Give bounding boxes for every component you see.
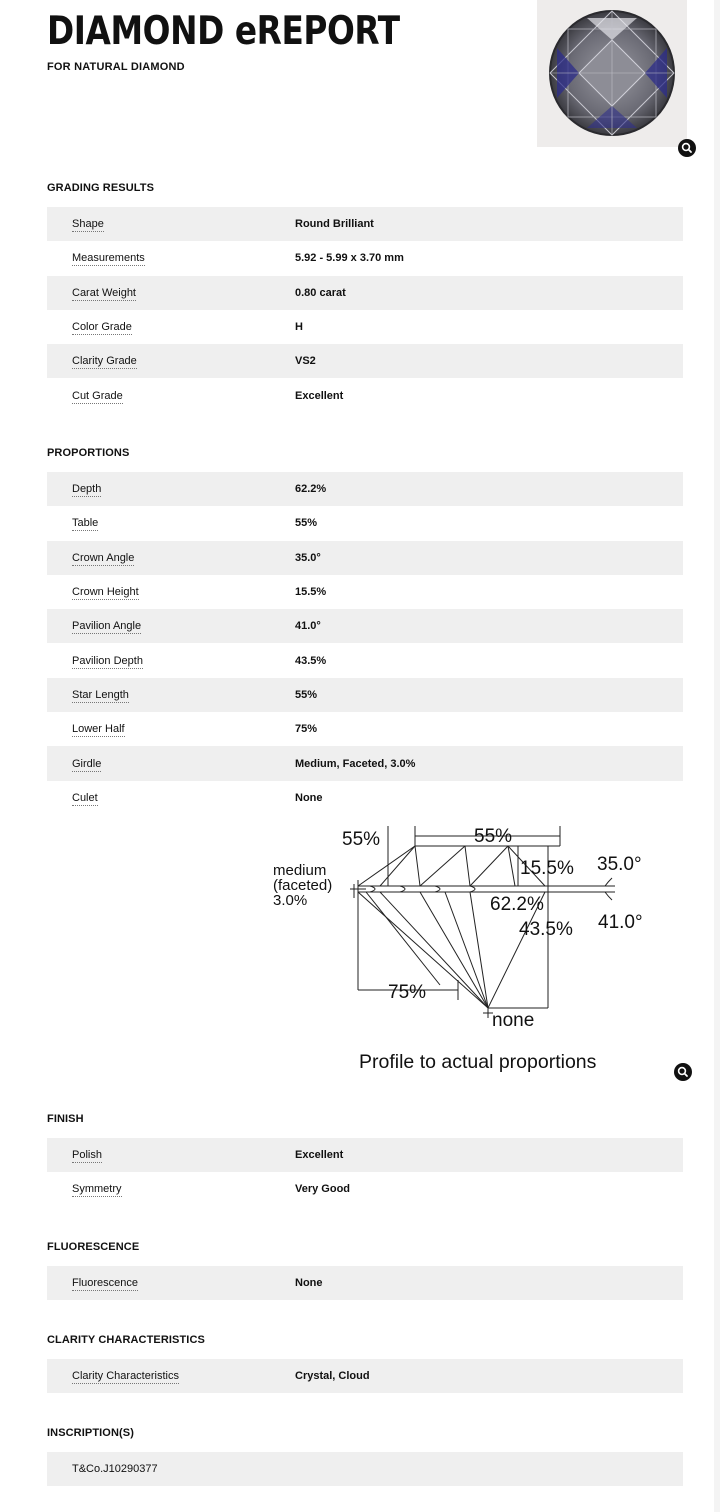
table-row — [47, 506, 683, 540]
row-label[interactable]: Table — [72, 517, 99, 530]
diagram-depth-label: 62.2% — [490, 894, 544, 915]
diagram-caption: Profile to actual proportions — [359, 1051, 597, 1073]
diagram-girdle-label-1: medium — [273, 862, 327, 879]
row-value: 55% — [295, 517, 318, 530]
table-row — [47, 207, 683, 241]
table-row — [47, 609, 683, 643]
diagram-girdle-label-3: 3.0% — [273, 892, 308, 909]
diagram-lower-half-label: 75% — [388, 982, 427, 1003]
clarity-characteristics-section — [47, 1330, 683, 1393]
diamond-profile-diagram — [270, 820, 660, 1080]
row-label[interactable]: Crown Height — [72, 586, 139, 599]
table-row — [47, 378, 683, 412]
report-title: DIAMOND eREPORT — [47, 9, 400, 54]
row-label[interactable]: Girdle — [72, 757, 102, 770]
row-label[interactable]: Color Grade — [72, 321, 132, 334]
zoom-diagram-button[interactable] — [674, 1063, 692, 1081]
diagram-crown-height-label: 15.5% — [520, 858, 574, 879]
diagram-culet-label: none — [492, 1010, 535, 1031]
row-value: Very Good — [295, 1183, 351, 1196]
grading-results-section — [47, 178, 683, 413]
table-row — [47, 781, 683, 815]
table-row — [47, 1266, 683, 1300]
diagram-girdle-label-2: (faceted) — [273, 877, 333, 894]
row-value: None — [295, 791, 323, 804]
row-label[interactable]: Polish — [72, 1149, 102, 1162]
row-label[interactable]: Cut Grade — [72, 389, 123, 402]
row-value: 55% — [295, 688, 318, 701]
row-value: 35.0° — [295, 551, 321, 564]
section-title-proportions: PROPORTIONS — [47, 447, 130, 459]
row-value: None — [295, 1277, 323, 1290]
report-header — [47, 8, 467, 73]
row-value: 0.80 carat — [295, 286, 346, 299]
magnifier-icon — [674, 1063, 692, 1081]
section-title-finish: FINISH — [47, 1113, 84, 1125]
row-label[interactable]: Culet — [72, 791, 98, 804]
diamond-icon — [537, 0, 687, 147]
row-value: VS2 — [295, 355, 316, 368]
section-title-clarity: CLARITY CHARACTERISTICS — [47, 1334, 205, 1346]
page-edge — [714, 0, 720, 1512]
row-label[interactable]: Pavilion Angle — [72, 620, 142, 633]
table-row — [47, 643, 683, 677]
row-label[interactable]: Clarity Grade — [72, 355, 137, 368]
table-row — [47, 1452, 683, 1486]
row-value: Medium, Faceted, 3.0% — [295, 757, 416, 770]
inscriptions-section — [47, 1423, 683, 1486]
section-title-inscriptions: INSCRIPTION(S) — [47, 1427, 134, 1439]
proportions-diagram — [270, 820, 660, 1080]
row-value: Excellent — [295, 1149, 344, 1162]
report-subtitle: FOR NATURAL DIAMOND — [47, 61, 185, 73]
row-value: H — [295, 321, 303, 334]
row-value: Excellent — [295, 389, 344, 402]
row-label[interactable]: Star Length — [72, 688, 129, 701]
table-row — [47, 746, 683, 780]
table-row — [47, 712, 683, 746]
section-title-fluorescence: FLUORESCENCE — [47, 1241, 140, 1253]
row-label[interactable]: Clarity Characteristics — [72, 1370, 179, 1383]
row-label[interactable]: Carat Weight — [72, 286, 136, 299]
proportions-section — [47, 443, 683, 815]
row-label[interactable]: Pavilion Depth — [72, 654, 143, 667]
finish-section — [47, 1109, 683, 1207]
magnifier-icon — [678, 139, 696, 157]
row-label[interactable]: Measurements — [72, 252, 145, 265]
table-row — [47, 241, 683, 275]
row-label[interactable]: Crown Angle — [72, 551, 135, 564]
section-title-grading: GRADING RESULTS — [47, 182, 155, 194]
table-row — [47, 541, 683, 575]
row-label[interactable]: Depth — [72, 483, 102, 496]
table-row — [47, 472, 683, 506]
table-row — [47, 1359, 683, 1393]
fluorescence-section — [47, 1237, 683, 1300]
row-value: Round Brilliant — [295, 218, 374, 231]
zoom-gem-button[interactable] — [678, 139, 696, 157]
table-row — [47, 1172, 683, 1206]
row-label[interactable]: Shape — [72, 218, 104, 231]
diagram-pavilion-depth-label: 43.5% — [519, 919, 573, 940]
diamond-photo[interactable] — [537, 0, 687, 147]
row-value: 5.92 - 5.99 x 3.70 mm — [295, 252, 404, 265]
row-value: Crystal, Cloud — [295, 1370, 370, 1383]
row-value: 62.2% — [295, 483, 327, 496]
diagram-table-label: 55% — [474, 826, 513, 847]
row-value: 41.0° — [295, 620, 321, 633]
row-label[interactable]: Fluorescence — [72, 1277, 139, 1290]
table-row — [47, 310, 683, 344]
row-value: 75% — [295, 723, 318, 736]
row-value: 43.5% — [295, 654, 327, 667]
diagram-star-label: 55% — [342, 829, 381, 850]
diagram-crown-angle-label: 35.0° — [597, 854, 642, 875]
row-label[interactable]: Symmetry — [72, 1183, 122, 1196]
table-row — [47, 1138, 683, 1172]
table-row — [47, 575, 683, 609]
table-row — [47, 276, 683, 310]
table-row — [47, 678, 683, 712]
row-value: 15.5% — [295, 586, 327, 599]
table-row — [47, 344, 683, 378]
diagram-pavilion-angle-label: 41.0° — [598, 912, 643, 933]
row-label[interactable]: Lower Half — [72, 723, 125, 736]
inscription-text: T&Co.J10290377 — [72, 1463, 158, 1476]
